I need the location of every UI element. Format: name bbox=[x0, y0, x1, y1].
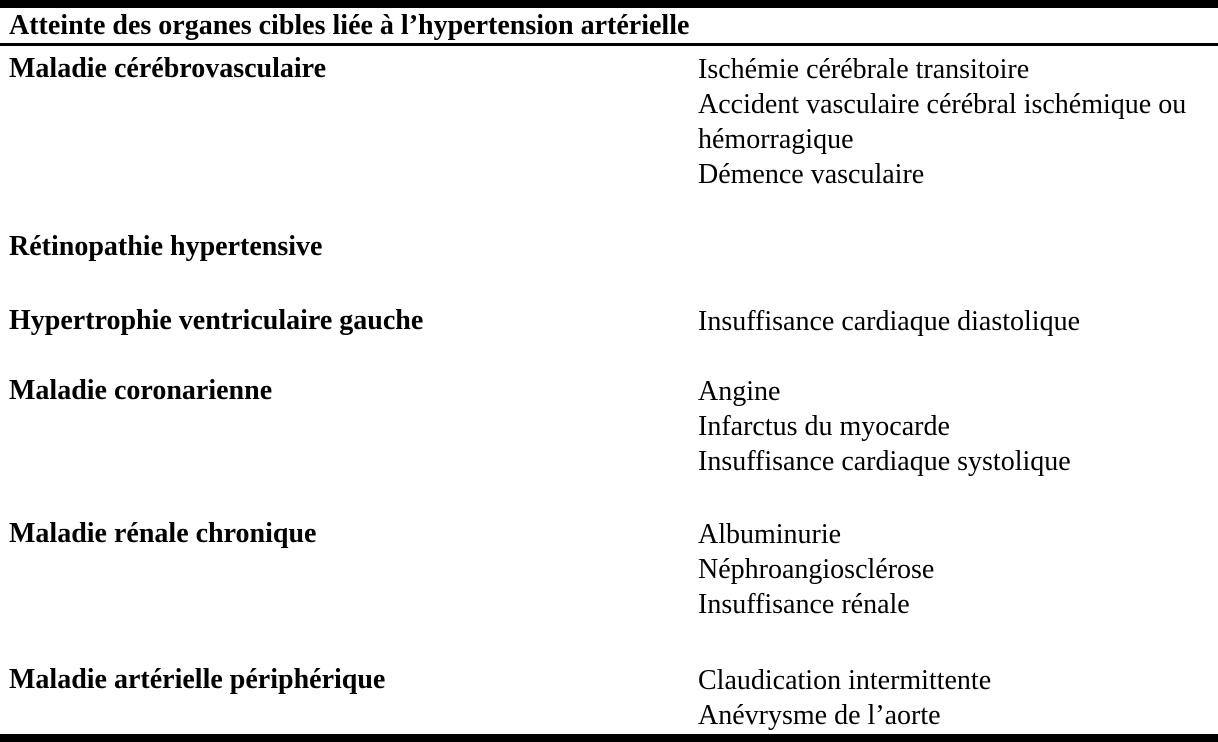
row-item: Néphroangiosclérose bbox=[698, 554, 935, 585]
row-label: Maladie cérébrovasculaire bbox=[9, 53, 326, 84]
row-item: Ischémie cérébrale transitoire bbox=[698, 54, 1030, 85]
row-item: Insuffisance rénale bbox=[698, 589, 910, 620]
row-items bbox=[698, 517, 1218, 622]
row-label: Maladie artérielle périphérique bbox=[9, 664, 386, 695]
row-items bbox=[698, 52, 1218, 192]
table-header-rule bbox=[0, 43, 1218, 46]
row-label: Rétinopathie hypertensive bbox=[9, 231, 323, 262]
row-item: Anévrysme de l’aorte bbox=[698, 700, 941, 731]
row-item: Infarctus du myocarde bbox=[698, 411, 950, 442]
row-label: Maladie rénale chronique bbox=[9, 518, 317, 549]
row-items bbox=[698, 374, 1218, 479]
row-item: Accident vasculaire cérébral ischémique ou bbox=[698, 89, 1187, 120]
row-item: Insuffisance cardiaque systolique bbox=[698, 446, 1071, 477]
row-label: Hypertrophie ventriculaire gauche bbox=[9, 305, 424, 336]
row-label: Maladie coronarienne bbox=[9, 375, 273, 406]
table-top-rule bbox=[0, 0, 1218, 8]
row-item: Angine bbox=[698, 376, 781, 407]
row-item: hémorragique bbox=[698, 124, 854, 155]
row-items bbox=[698, 304, 1218, 339]
row-item: Claudication intermittente bbox=[698, 665, 992, 696]
row-items bbox=[698, 663, 1218, 733]
row-item: Insuffisance cardiaque diastolique bbox=[698, 306, 1081, 337]
table-title: Atteinte des organes cibles liée à l’hypertension artérielle bbox=[9, 10, 690, 41]
row-item: Démence vasculaire bbox=[698, 159, 925, 190]
table-bottom-rule bbox=[0, 734, 1218, 742]
row-item: Albuminurie bbox=[698, 519, 842, 550]
